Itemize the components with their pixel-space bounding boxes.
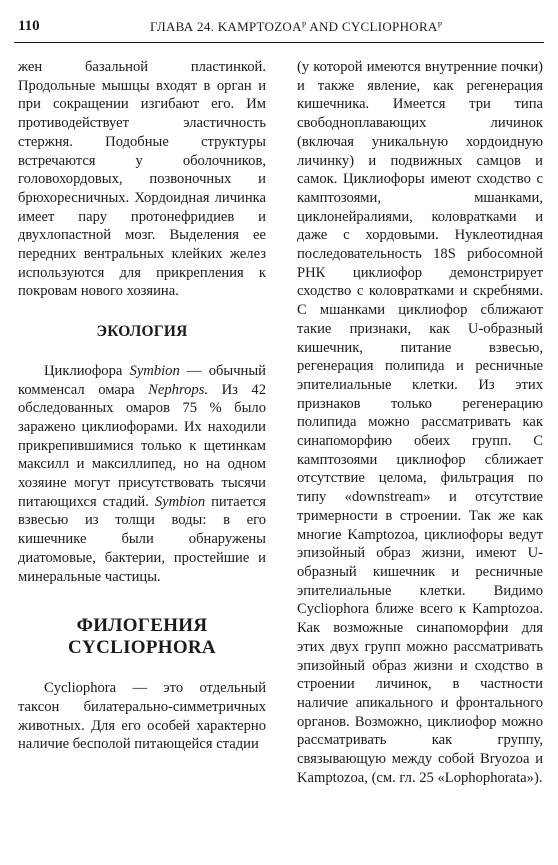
page-number: 110 [18,18,40,34]
phylogeny-paragraph: Cycliophora — это отдельный таксон билатерально-симметричных животных. Для его особей характерно наличие бесполой питающейся стадии [18,680,266,753]
phylogeny-paragraph-continued: (у которой имеются внутренние почки) и также явление, как регенерация кишечника. Имеется три типа свободноплавающих личинок (включая уникальную хордоидную личинку) и подвижных самцов и самок. Циклиофоры имеют сходство с камптозоями, мшанками, циклонейралиями, коловратками и даже с хордовыми. Нуклеотидная последовательность 18S рибосомной РНК циклиофор демонстрирует сходство с коловратками и скребнями. С мшанками циклиофор сближают такие признаки, как U-образный кишечник, питание взвесью, регенерация полипида и ресничные эпителиальные клетки. Из этих признаков только регенерацию полипида можно рассматривать как синапоморфию обеих групп. С камптозоями циклиофор сближает отсутствие целома, фильтрация по типу «downstream» и отсутствие тримерности в строении. Так же как многие Kamptozoa, циклиофоры ведут эпизойный образ жизни, имеют U-образный кишечник и ресничные эпителиальные клетки. Видимо Cycliophora ближе всего к Kamptozoa. Как возможные синапоморфии для этих двух групп можно рассматривать эпизойный образ жизни и сходство в строении личинок, в частности наличие апикального и фронтального органов. Возможно, циклиофор можно рассматривать как группу, связывающую между собой Bryozoa и Kamptozoa, (см. гл. 25 «Lophophorata»). [297,59,543,786]
genus-name: Nephrops. [148,381,209,398]
ecology-heading: ЭКОЛОГИЯ [96,323,188,341]
paragraph-continued: жен базальной пластинкой. Продольные мышцы входят в орган и при сокращении изгибают его. Им противодействует эластичность стержня. Подобные структуры встречаются у оболочников, головохордовых, позвоночных и брюхоресничных. Хордоидная личинка имеет пару протонефридиев и двухлопастной мозг. Выделения ее передних вентральных клейких желез используются для прикрепления к покровам нового хозяина. [18,59,266,300]
ecology-text: Циклиофора [44,362,130,379]
left-column [18,58,266,754]
phylogeny-heading [18,615,266,659]
ecology-text: питается взвесью из толщи воды: в его кишечнике были обнаружены диатомовые, бактерии, простейшие и минеральные частицы. [18,493,266,585]
genus-name: Symbion [129,362,180,379]
phylogeny-heading-line1: ФИЛОГЕНИЯ [76,615,208,637]
ecology-paragraph [18,362,266,586]
ecology-text: — обычный комменсал омара [18,362,266,398]
running-header: ГЛАВА 24. KAMPTOZOAᴾ AND CYCLIOPHORAᴾ [150,19,443,34]
ecology-text: Из 42 обследованных омаров 75 % было заражено циклиофорами. Их находили прикрепившимися только к щетинкам максилл и максиллипед, но на одном хозяине могут присутствовать тысячи питающихся стадий. [18,381,266,510]
header-rule [14,42,544,43]
phylogeny-heading-line2: CYCLIOPHORA [68,637,216,659]
right-column [297,58,543,787]
genus-name: Symbion [154,493,206,510]
